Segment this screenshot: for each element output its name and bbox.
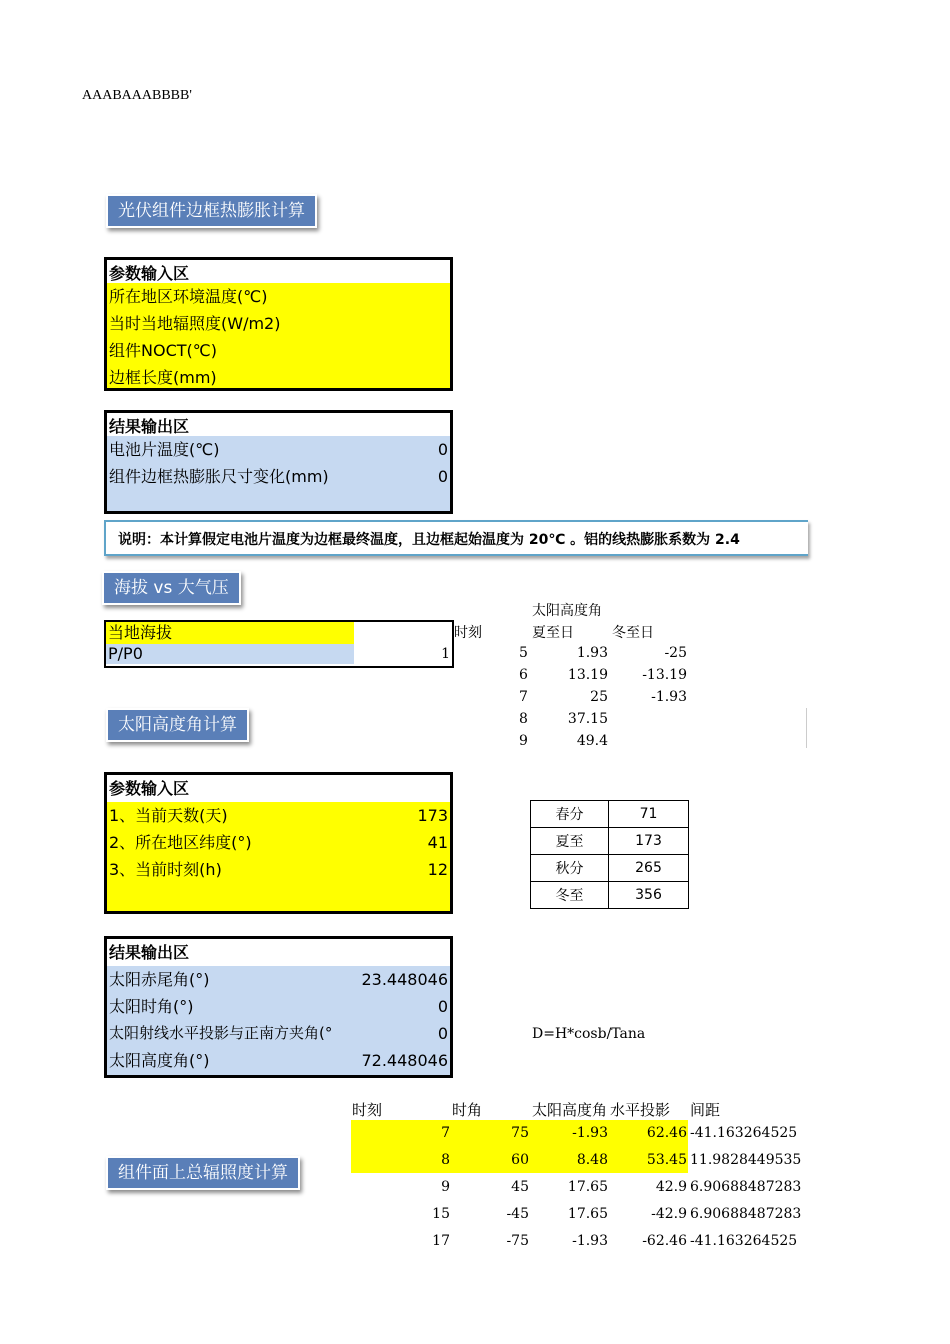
spacing-formula: D=H*cosb/Tana — [532, 1026, 646, 1042]
spacing-row-projection: 42.9 — [655, 1179, 687, 1195]
spacing-col-distance: 间距 — [690, 1101, 721, 1119]
input-blank-row — [107, 883, 450, 911]
spacing-col-projection: 水平投影 — [610, 1101, 671, 1119]
frame-expansion-row — [107, 463, 450, 490]
thermal-input-title: 参数输入区 — [109, 264, 190, 283]
irradiance-label: 当时当地辐照度(W/m2) — [109, 314, 281, 333]
angle-row-time: 5 — [519, 645, 528, 661]
season-day: 173 — [609, 828, 689, 855]
angle-row-time: 7 — [519, 689, 528, 705]
solar-altitude-header: 太阳高度角 — [532, 603, 602, 619]
output-blank-row — [107, 490, 450, 511]
angle-row-time: 6 — [519, 667, 528, 683]
hour-label: 3、当前时刻(h) — [109, 860, 222, 879]
spacing-row-distance: 6.90688487283 — [690, 1179, 802, 1195]
angle-row-summer: 49.4 — [576, 733, 608, 749]
cell-divider — [806, 708, 807, 748]
col-summer-header: 夏至日 — [532, 625, 574, 641]
col-time-header: 时刻 — [454, 625, 482, 641]
altitude-angle-label: 太阳高度角(°) — [109, 1051, 210, 1070]
frame-expansion-value: 0 — [437, 467, 448, 486]
angle-row-winter: -13.19 — [642, 667, 687, 683]
season-day: 265 — [609, 855, 689, 882]
day-count-field[interactable] — [107, 802, 450, 829]
spacing-row-hour-angle: 45 — [511, 1179, 529, 1195]
season-name: 春分 — [531, 801, 609, 828]
ambient-temp-field[interactable] — [107, 283, 450, 310]
cell-temp-value: 0 — [437, 440, 448, 459]
pressure-ratio-label: P/P0 — [106, 644, 354, 664]
angle-row-winter: -25 — [664, 645, 687, 661]
declination-value: 23.448046 — [361, 970, 448, 989]
thermal-output-panel — [104, 410, 453, 514]
hour-angle-row — [107, 993, 450, 1020]
altitude-label: 当地海拔 — [106, 622, 354, 644]
frame-length-label: 边框长度(mm) — [109, 368, 217, 387]
angle-row-winter: -1.93 — [651, 689, 687, 705]
angle-row-summer: 13.19 — [567, 667, 608, 683]
page-header-text: AAABAAABBBB' — [82, 88, 192, 103]
ambient-temp-label: 所在地区环境温度(℃) — [109, 287, 268, 306]
spacing-row-hour-angle: -75 — [506, 1233, 529, 1249]
altitude-angle-row — [107, 1047, 450, 1075]
latitude-label: 2、所在地区纬度(°) — [109, 833, 252, 852]
spacing-row-projection: -42.9 — [651, 1206, 687, 1222]
seasons-table — [530, 800, 689, 909]
spacing-col-altitude: 太阳高度角 — [532, 1101, 608, 1119]
spacing-row-altitude: 17.65 — [567, 1179, 608, 1195]
noct-field[interactable] — [107, 337, 450, 364]
noct-label: 组件NOCT(℃) — [109, 341, 217, 360]
hour-angle-label: 太阳时角(°) — [109, 997, 194, 1016]
calculation-note: 说明：本计算假定电池片温度为边框最终温度，且边框起始温度为 20℃ 。铝的线热膨胀系数为 2.4 — [104, 520, 808, 556]
spacing-row-hour-angle: -45 — [506, 1206, 529, 1222]
altitude-table — [104, 620, 454, 668]
table-row — [531, 828, 689, 855]
azimuth-label: 太阳射线水平投影与正南方夹角(° — [109, 1024, 333, 1042]
spacing-row-time: 8 — [441, 1152, 450, 1168]
frame-length-field[interactable] — [107, 364, 450, 388]
latitude-value: 41 — [427, 833, 448, 852]
spacing-col-time: 时刻 — [352, 1101, 383, 1119]
spacing-row-projection: 53.45 — [646, 1152, 687, 1168]
spacing-col-hour-angle: 时角 — [452, 1101, 483, 1119]
spacing-row-time: 7 — [441, 1125, 450, 1141]
season-name: 冬至 — [531, 882, 609, 909]
solar-input-title: 参数输入区 — [109, 779, 190, 798]
irradiance-field[interactable] — [107, 310, 450, 337]
spacing-row-altitude: -1.93 — [572, 1125, 608, 1141]
angle-row-summer: 1.93 — [576, 645, 608, 661]
hour-field[interactable] — [107, 856, 450, 883]
season-name: 夏至 — [531, 828, 609, 855]
spacing-row-hour-angle: 60 — [511, 1152, 529, 1168]
spacing-row-time: 15 — [432, 1206, 450, 1222]
spacing-row-time: 9 — [441, 1179, 450, 1195]
spacing-row-altitude: 17.65 — [567, 1206, 608, 1222]
angle-row-summer: 25 — [590, 689, 608, 705]
spacing-row-distance: -41.163264525 — [690, 1233, 798, 1249]
season-day: 356 — [609, 882, 689, 909]
spacing-row-distance: -41.163264525 — [690, 1125, 798, 1141]
season-name: 秋分 — [531, 855, 609, 882]
azimuth-row — [107, 1020, 450, 1047]
spacing-row-altitude: -1.93 — [572, 1233, 608, 1249]
thermal-input-panel — [104, 257, 453, 391]
spacing-row-altitude: 8.48 — [576, 1152, 608, 1168]
season-day: 71 — [609, 801, 689, 828]
angle-row-time: 9 — [519, 733, 528, 749]
angle-row-summer: 37.15 — [567, 711, 608, 727]
irradiance-button[interactable]: 组件面上总辐照度计算 — [106, 1156, 300, 1190]
day-count-value: 173 — [417, 806, 448, 825]
spacing-row-projection: 62.46 — [646, 1125, 687, 1141]
altitude-pressure-button[interactable]: 海拔 vs 大气压 — [102, 571, 241, 605]
azimuth-value: 0 — [434, 1020, 448, 1047]
table-row — [531, 801, 689, 828]
table-row — [531, 855, 689, 882]
frame-expansion-label: 组件边框热膨胀尺寸变化(mm) — [109, 467, 329, 486]
thermal-expansion-button[interactable]: 光伏组件边框热膨胀计算 — [106, 194, 317, 228]
thermal-output-title: 结果输出区 — [109, 417, 190, 436]
table-row — [531, 882, 689, 909]
col-winter-header: 冬至日 — [612, 625, 654, 641]
spacing-row-distance: 11.9828449535 — [690, 1152, 802, 1168]
altitude-angle-value: 72.448046 — [361, 1051, 448, 1070]
latitude-field[interactable] — [107, 829, 450, 856]
spacing-row-distance: 6.90688487283 — [690, 1206, 802, 1222]
pressure-ratio-value: 1 — [441, 646, 450, 662]
declination-row — [107, 966, 450, 993]
hour-angle-value: 0 — [437, 997, 448, 1016]
hour-value: 12 — [427, 860, 448, 879]
solar-output-title: 结果输出区 — [109, 943, 190, 962]
solar-output-panel — [104, 936, 453, 1078]
spacing-row-hour-angle: 75 — [511, 1125, 529, 1141]
solar-angle-button[interactable]: 太阳高度角计算 — [106, 708, 249, 742]
solar-input-panel — [104, 772, 453, 914]
declination-label: 太阳赤尾角(°) — [109, 970, 210, 989]
angle-row-time: 8 — [519, 711, 528, 727]
cell-temp-label: 电池片温度(℃) — [109, 440, 220, 459]
spacing-row-projection: -62.46 — [642, 1233, 687, 1249]
cell-temp-row — [107, 436, 450, 463]
altitude-input[interactable] — [354, 622, 452, 644]
day-count-label: 1、当前天数(天) — [109, 806, 228, 825]
spacing-row-time: 17 — [432, 1233, 450, 1249]
